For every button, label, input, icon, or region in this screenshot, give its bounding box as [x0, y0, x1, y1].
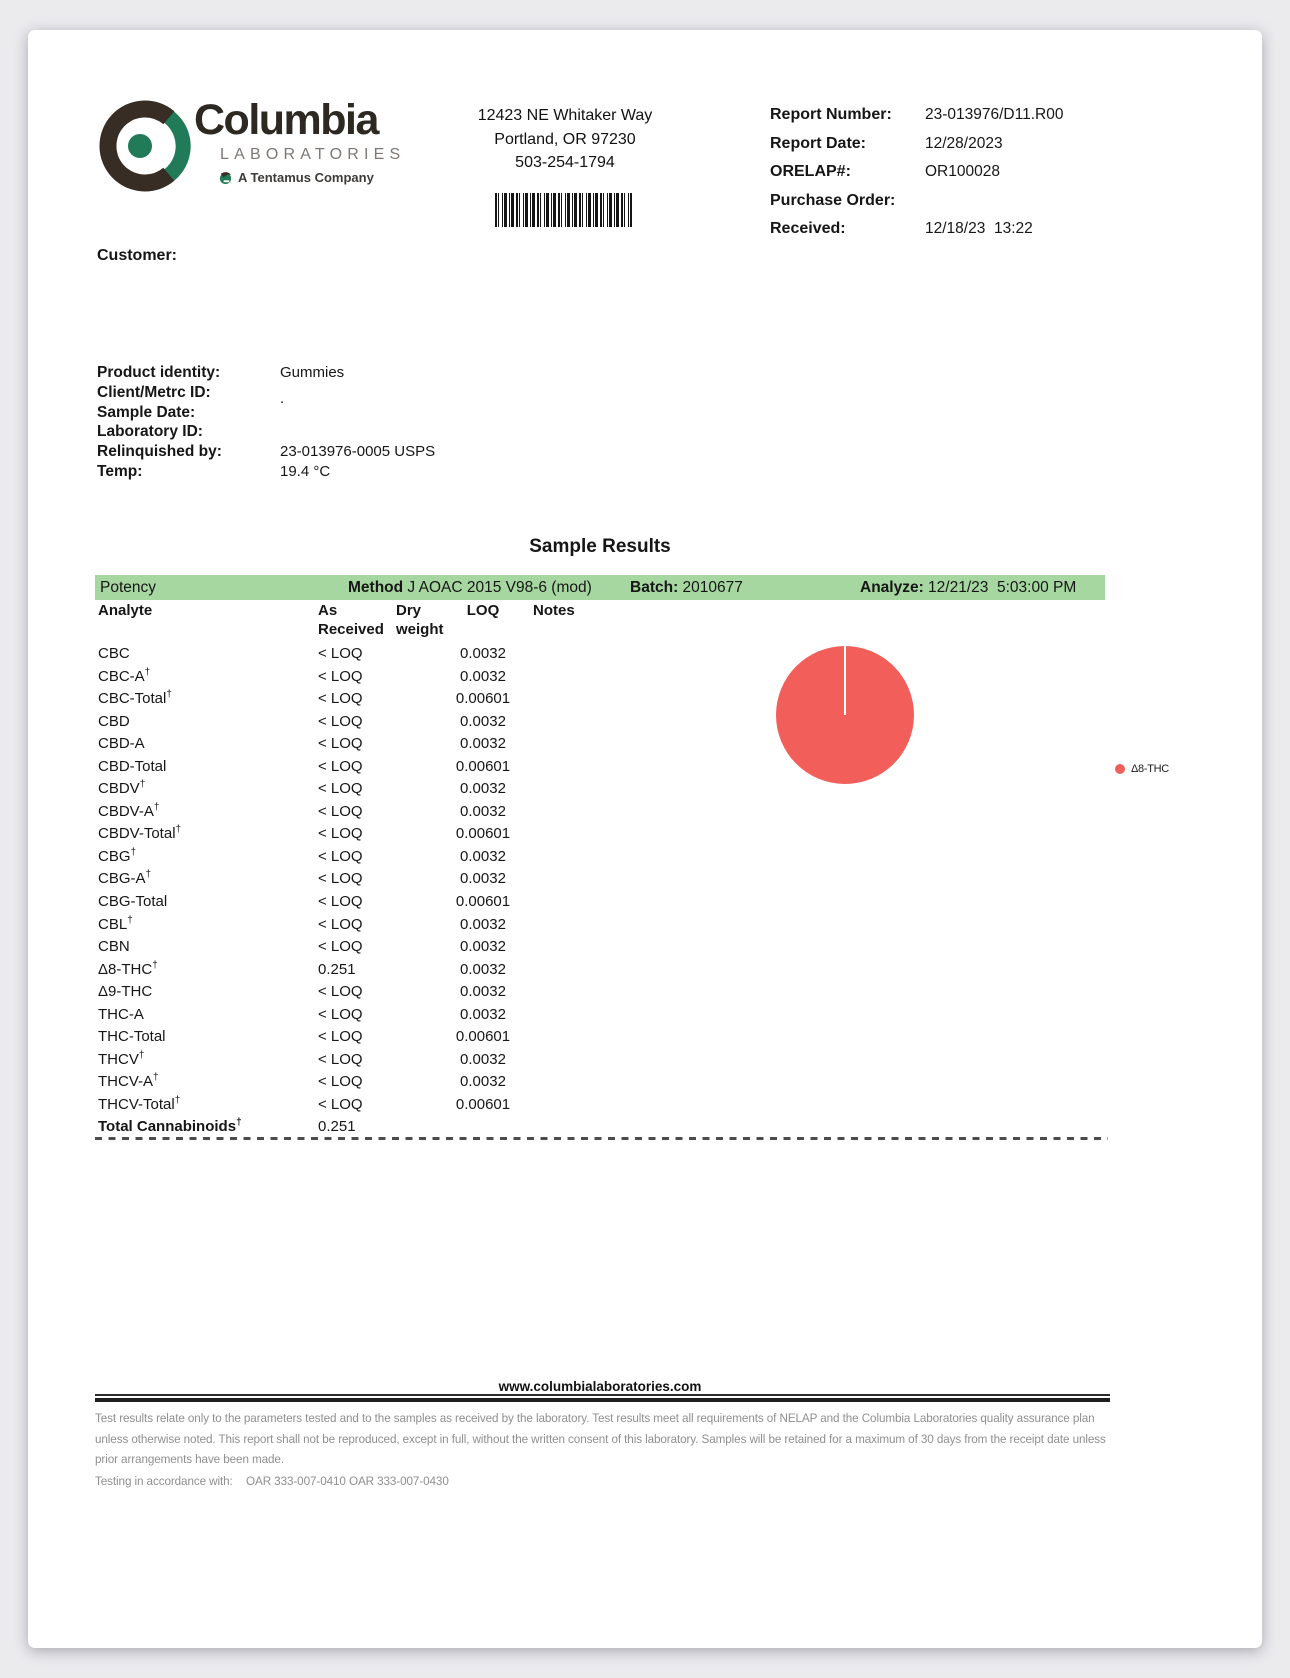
table-row — [28, 1026, 1128, 1049]
results-table-body — [28, 643, 1128, 1139]
table-row — [28, 1071, 1128, 1094]
columbia-logo-icon — [98, 96, 198, 196]
as-received-value: < LOQ — [318, 870, 363, 888]
col-as-received: Received — [318, 621, 384, 638]
info-value: 19.4 °C — [280, 462, 331, 480]
analyte-name: Total Cannabinoids† — [98, 1117, 242, 1136]
table-row — [28, 733, 1128, 756]
as-received-value: < LOQ — [318, 802, 363, 820]
table-row — [28, 959, 1128, 982]
table-row — [28, 711, 1128, 734]
as-received-value: < LOQ — [318, 757, 363, 775]
table-row — [28, 1116, 1128, 1139]
loq-value: 0.00601 — [455, 757, 511, 775]
sample-info-row — [97, 364, 697, 384]
report-info-row — [770, 192, 1200, 221]
analyte-name: CBC-Total† — [98, 689, 172, 708]
table-row — [28, 1049, 1128, 1072]
table-row — [28, 1094, 1128, 1117]
analyte-name: CBL† — [98, 914, 133, 933]
table-row — [28, 666, 1128, 689]
tentamus-tagline — [218, 170, 374, 185]
loq-value: 0.00601 — [455, 893, 511, 911]
info-value: . — [280, 389, 285, 407]
as-received-value: < LOQ — [318, 1028, 363, 1046]
legend-swatch-icon — [1115, 764, 1125, 774]
potency-section-header — [95, 575, 1105, 600]
loq-value: 0.0032 — [460, 667, 506, 685]
method: Method J AOAC 2015 V98-6 (mod) — [348, 579, 592, 596]
sample-info-row — [97, 383, 697, 407]
accordance-line — [95, 1470, 1159, 1492]
analyte-name: CBC-A† — [98, 666, 151, 685]
analyte-name: CBG-A† — [98, 869, 152, 888]
loq-value: 0.0032 — [460, 1005, 506, 1023]
table-row — [28, 914, 1128, 937]
analyte-name: Δ8-THC† — [98, 959, 158, 978]
as-received-value: < LOQ — [318, 1095, 363, 1113]
info-label: Purchase Order: — [770, 191, 896, 209]
website-url: www.columbialaboratories.com — [498, 1379, 702, 1394]
loq-value: 0.0032 — [460, 712, 506, 730]
address-line: 12423 NE Whitaker Way — [477, 107, 653, 124]
analyte-name: THCV-A† — [98, 1072, 159, 1091]
table-row — [28, 823, 1128, 846]
dashed-divider — [95, 1137, 1108, 1140]
info-value: 12/18/23 13:22 — [925, 220, 1033, 238]
report-info-row — [770, 135, 1200, 164]
sample-info-row — [97, 463, 697, 483]
loq-value: 0.00601 — [455, 825, 511, 843]
loq-value: 0.0032 — [460, 735, 506, 753]
as-received-value: < LOQ — [318, 780, 363, 798]
table-row — [28, 868, 1128, 891]
loq-value: 0.00601 — [455, 1095, 511, 1113]
disclaimer-line: unless otherwise noted. This report shall not be reproduced, except in full, without the written consent of this laboratory. Samples will be retained for a maximum of 30 days from the receipt date unless — [95, 1431, 1106, 1446]
info-label: Sample Date: — [97, 403, 196, 421]
disclaimer-line: prior arrangements have been made. — [95, 1452, 284, 1466]
loq-value: 0.0032 — [460, 645, 506, 662]
loq-value: 0.0032 — [460, 847, 506, 865]
table-row — [28, 981, 1128, 1004]
lab-report-page — [28, 30, 1262, 1648]
sample-info-row — [97, 443, 697, 463]
info-label: Temp: — [97, 462, 143, 480]
sample-info-row — [97, 423, 697, 443]
table-row — [28, 643, 1128, 666]
info-label: Client/Metrc ID: — [97, 383, 211, 401]
info-value: 23-013976/D11.R00 — [925, 106, 1064, 123]
as-received-value: < LOQ — [318, 1005, 363, 1023]
table-row — [28, 891, 1128, 914]
table-row — [28, 778, 1128, 801]
loq-value: 0.0032 — [460, 938, 506, 956]
sample-results-title: Sample Results — [529, 536, 671, 557]
footer-rule — [95, 1394, 1110, 1402]
as-received-value: < LOQ — [318, 847, 363, 865]
tagline-text: A Tentamus Company — [238, 170, 374, 185]
analyte-name: CBDV-Total† — [98, 824, 182, 843]
info-label: Report Date: — [770, 134, 867, 152]
section-name: Potency — [100, 579, 157, 596]
as-received-value: < LOQ — [318, 893, 363, 911]
legend-label: Δ8-THC — [1131, 763, 1169, 775]
as-received-value: < LOQ — [318, 735, 363, 753]
disclaimer-line: Test results relate only to the parameters tested and to the samples as received by the laboratory. Test results meet all requirements of NELAP and the Columbia Laboratories quality assurance plan — [95, 1411, 1095, 1425]
as-received-value: < LOQ — [318, 915, 363, 933]
loq-value: 0.0032 — [460, 1073, 506, 1091]
info-label: Relinquished by: — [97, 443, 222, 461]
analyte-name: THCV† — [98, 1049, 145, 1068]
brand-subtitle: LABORATORIES — [220, 146, 406, 163]
info-label: Laboratory ID: — [97, 423, 203, 441]
lab-address — [455, 104, 675, 175]
analyte-name: CBD-Total — [98, 757, 167, 775]
info-value: OR100028 — [925, 163, 1000, 181]
pie-legend — [1115, 763, 1169, 775]
address-line: Portland, OR 97230 — [494, 130, 636, 148]
col-dry-weight: Dry — [396, 602, 422, 619]
loq-value: 0.0032 — [460, 802, 506, 820]
loq-value: 0.0032 — [460, 870, 506, 888]
analyte-name: CBD-A — [98, 735, 145, 753]
as-received-value: 0.251 — [318, 1118, 356, 1136]
col-dry-weight: weight — [396, 621, 444, 638]
analyte-name: CBC — [98, 645, 130, 662]
barcode — [495, 193, 632, 227]
loq-value: 0.0032 — [460, 780, 506, 798]
info-value: 12/28/2023 — [925, 134, 1003, 152]
as-received-value: < LOQ — [318, 1073, 363, 1091]
analyte-name: Δ9-THC — [98, 983, 153, 1001]
info-label: Product identity: — [97, 364, 221, 381]
as-received-value: < LOQ — [318, 825, 363, 843]
analyte-name: THC-Total — [98, 1028, 166, 1046]
table-row — [28, 688, 1128, 711]
table-row — [28, 801, 1128, 824]
sample-info-row — [97, 404, 697, 424]
info-label: ORELAP#: — [770, 163, 851, 181]
loq-value: 0.00601 — [455, 690, 511, 708]
sample-info — [97, 364, 697, 483]
as-received-value: < LOQ — [318, 667, 363, 685]
report-info-row — [770, 106, 1200, 135]
loq-value: 0.0032 — [460, 960, 506, 978]
analyte-name: CBN — [98, 938, 130, 956]
as-received-value: < LOQ — [318, 983, 363, 1001]
as-received-value: < LOQ — [318, 938, 363, 956]
info-value: Gummies — [280, 364, 345, 381]
address-line: 503-254-1794 — [515, 154, 615, 171]
analyze: Analyze: 12/21/23 5:03:00 PM — [860, 579, 1077, 596]
analyte-name: THC-A — [98, 1005, 144, 1023]
analyte-name: CBDV-A† — [98, 801, 160, 820]
info-value: 23-013976-0005 USPS — [280, 443, 436, 461]
brand-name: Columbia — [194, 96, 378, 144]
as-received-value: < LOQ — [318, 645, 363, 662]
col-analyte: Analyte — [98, 602, 153, 619]
accordance-label: Testing in accordance with: — [95, 1473, 233, 1488]
loq-value: 0.0032 — [460, 983, 506, 1001]
loq-value: 0.0032 — [460, 915, 506, 933]
analyte-name: CBG-Total — [98, 893, 168, 911]
analyte-name: CBDV† — [98, 779, 146, 798]
analyte-name: THCV-Total† — [98, 1094, 181, 1113]
col-notes: Notes — [533, 602, 575, 619]
analyte-name: CBD — [98, 712, 130, 730]
as-received-value: < LOQ — [318, 690, 363, 708]
batch: Batch: 2010677 — [630, 579, 743, 596]
col-loq: LOQ — [466, 602, 500, 619]
loq-value: 0.00601 — [455, 1028, 511, 1046]
analyte-name: CBG† — [98, 846, 137, 865]
loq-value: 0.0032 — [460, 1050, 506, 1068]
col-as-received: As — [318, 602, 338, 619]
as-received-value: < LOQ — [318, 712, 363, 730]
as-received-value: < LOQ — [318, 1050, 363, 1068]
info-label: Received: — [770, 220, 846, 238]
tentamus-icon — [218, 170, 233, 185]
info-label: Report Number: — [770, 106, 892, 123]
customer-label: Customer: — [97, 247, 178, 264]
report-info — [770, 106, 1200, 249]
report-info-row — [770, 163, 1200, 192]
table-row — [28, 936, 1128, 959]
table-row — [28, 846, 1128, 869]
cannabinoid-pie-chart — [775, 645, 915, 785]
as-received-value: 0.251 — [318, 960, 356, 978]
table-row — [28, 756, 1128, 779]
table-row — [28, 1004, 1128, 1027]
report-info-row — [770, 220, 1200, 249]
accordance-value: OAR 333-007-0410 OAR 333-007-0430 — [246, 1473, 449, 1488]
footer-disclaimer — [95, 1408, 1215, 1492]
